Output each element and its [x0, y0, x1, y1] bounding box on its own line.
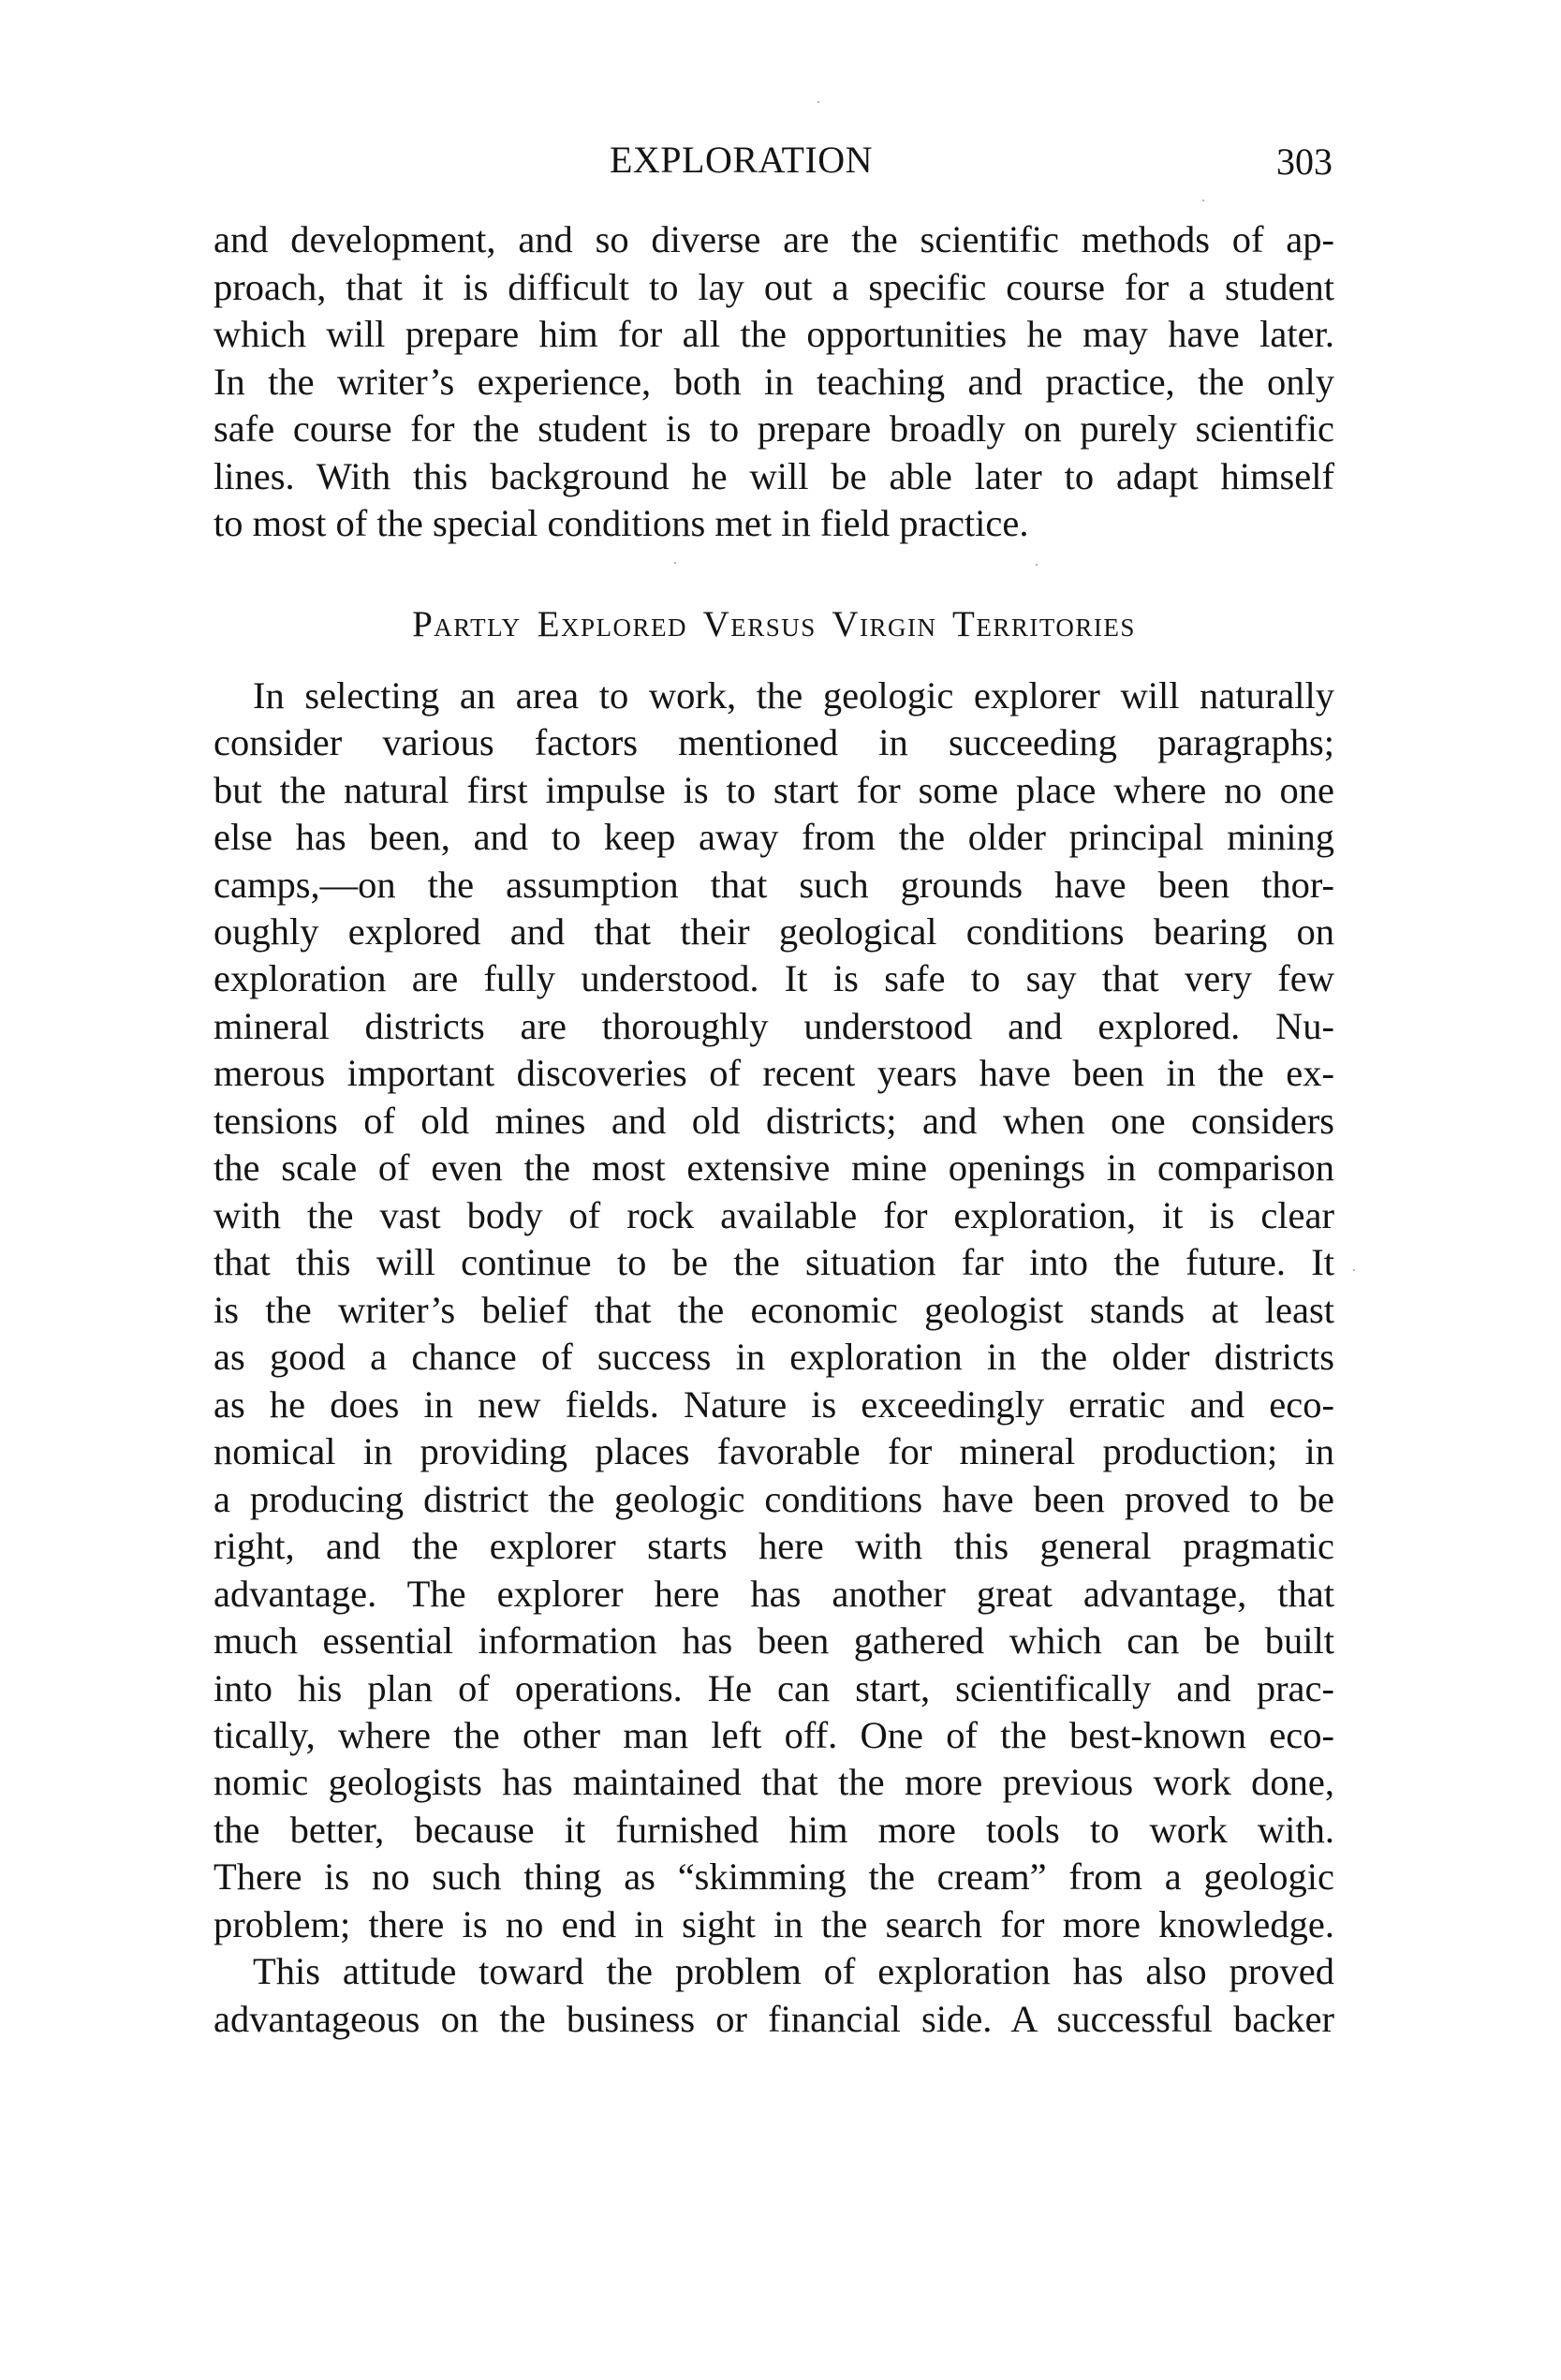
- text-line: the scale of even the most extensive mine openings in comparison: [214, 1146, 1334, 1189]
- running-title: EXPLORATION: [609, 139, 874, 181]
- text-line: is the writer’s belief that the economic geologist stands at least: [214, 1289, 1334, 1331]
- text-line: a producing district the geologic conditions have been proved to be: [214, 1478, 1334, 1520]
- text-line: merous important discoveries of recent years have been in the ex-: [214, 1052, 1334, 1094]
- text-line: lines. With this background he will be able later to adapt himself: [214, 455, 1334, 497]
- text-line: In selecting an area to work, the geologic explorer will naturally: [253, 674, 1334, 717]
- text-line: advantage. The explorer here has another great advantage, that: [214, 1573, 1334, 1615]
- page-number: 303: [1276, 140, 1333, 183]
- text-line: advantageous on the business or financial side. A successful backer: [214, 1998, 1334, 2040]
- text-line: into his plan of operations. He can start, scientifically and prac-: [214, 1667, 1334, 1709]
- text-line: exploration are fully understood. It is safe to say that very few: [214, 957, 1334, 999]
- text-line: which will prepare him for all the opportunities he may have later.: [214, 313, 1334, 355]
- text-line: tically, where the other man left off. One of the best-known eco-: [214, 1714, 1334, 1756]
- text-line: tensions of old mines and old districts; and when one considers: [214, 1100, 1334, 1142]
- text-line: but the natural first impulse is to start for some place where no one: [214, 769, 1334, 811]
- text-line: problem; there is no end in sight in the search for more knowledge.: [214, 1903, 1334, 1945]
- text-line: proach, that it is difficult to lay out a specific course for a student: [214, 266, 1334, 308]
- text-line: This attitude toward the problem of exploration has also proved: [253, 1950, 1334, 1992]
- scan-speck: [674, 562, 676, 564]
- text-line: much essential information has been gathered which can be built: [214, 1619, 1334, 1662]
- text-line: camps,—on the assumption that such grounds have been thor-: [214, 864, 1334, 906]
- text-line: There is no such thing as “skimming the cream” from a geologic: [214, 1855, 1334, 1898]
- scan-speck: [817, 101, 819, 103]
- text-line: mineral districts are thoroughly understood and explored. Nu-: [214, 1005, 1334, 1047]
- scan-speck: [1353, 1269, 1355, 1271]
- text-line: to most of the special conditions met in field practice.: [214, 502, 1029, 544]
- text-line: safe course for the student is to prepare broadly on purely scientific: [214, 407, 1334, 450]
- text-line: consider various factors mentioned in succeeding paragraphs;: [214, 721, 1334, 763]
- text-line: with the vast body of rock available for exploration, it is clear: [214, 1194, 1334, 1236]
- scan-speck: [1202, 200, 1204, 201]
- text-line: nomic geologists has maintained that the more previous work done,: [214, 1761, 1334, 1803]
- text-line: In the writer’s experience, both in teaching and practice, the only: [214, 361, 1334, 403]
- text-line: as he does in new fields. Nature is exceedingly erratic and eco-: [214, 1383, 1334, 1426]
- text-line: the better, because it furnished him more tools to work with.: [214, 1809, 1334, 1851]
- running-head: [214, 137, 1334, 184]
- text-line: as good a chance of success in exploration in the older districts: [214, 1336, 1334, 1378]
- text-line: right, and the explorer starts here with this general pragmatic: [214, 1525, 1334, 1567]
- text-line: and development, and so diverse are the scientific methods of ap-: [214, 218, 1334, 260]
- section-heading: Partly Explored Versus Virgin Territories: [412, 604, 1136, 644]
- text-line: that this will continue to be the situation far into the future. It: [214, 1241, 1334, 1283]
- text-line: else has been, and to keep away from the older principal mining: [214, 816, 1334, 858]
- text-line: oughly explored and that their geological conditions bearing on: [214, 910, 1334, 953]
- text-line: nomical in providing places favorable for mineral production; in: [214, 1430, 1334, 1472]
- scan-speck: [1036, 564, 1038, 566]
